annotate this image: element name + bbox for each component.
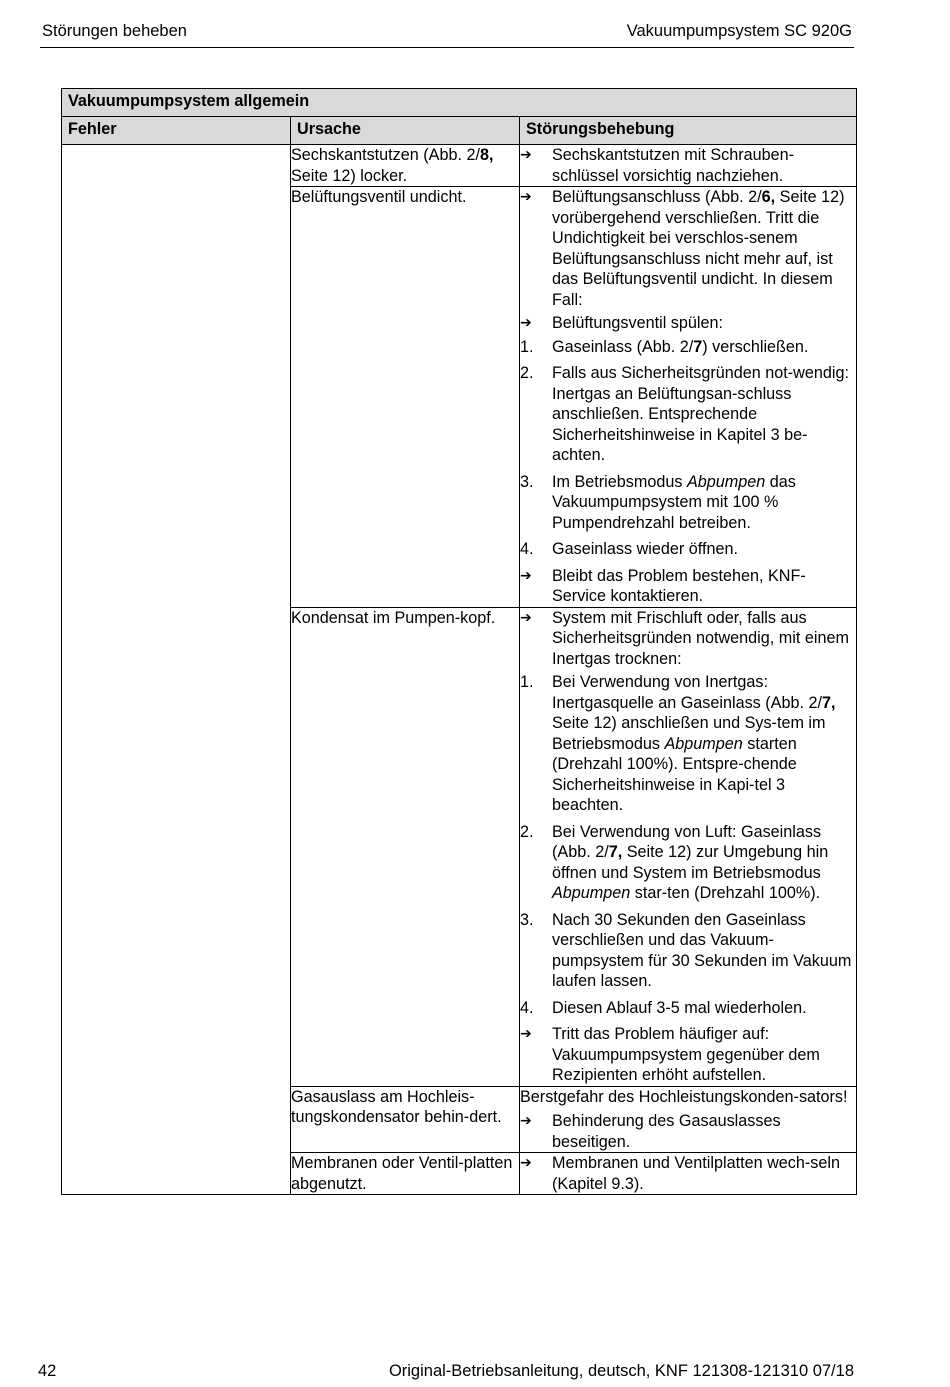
step-number: 2. — [520, 822, 534, 841]
step-text: Belüftungsventil spülen: — [552, 314, 723, 332]
step-text: Im Betriebsmodus Abpumpen das Vakuumpumpsystem mit 100 % Pumpendrehzahl betreiben. — [552, 472, 796, 532]
step-text: Behinderung des Gasauslasses beseitigen. — [552, 1112, 781, 1151]
remedy-step — [520, 998, 856, 1019]
header-product-name: Vakuumpumpsystem SC 920G — [626, 22, 852, 40]
remedy-step — [520, 566, 856, 607]
remedy-cell — [520, 1086, 857, 1153]
column-header-ursache: Ursache — [291, 116, 520, 145]
remedy-step — [520, 337, 856, 358]
remedy-step — [520, 1153, 856, 1194]
remedy-step — [520, 145, 856, 186]
troubleshooting-table — [61, 88, 857, 1195]
arrow-right-icon: ➔ — [520, 609, 532, 626]
remedy-step — [520, 363, 856, 466]
remedy-step — [520, 472, 856, 534]
arrow-right-icon: ➔ — [520, 1113, 532, 1129]
table-row — [62, 145, 857, 187]
column-header-behebung: Störungsbehebung — [520, 116, 857, 145]
step-text: System mit Frischluft oder, falls aus Sicherheitsgründen notwendig, mit einem Inertgas trocknen: — [552, 608, 849, 668]
step-text: Nach 30 Sekunden den Gaseinlass verschließen und das Vakuum-pumpsystem für 30 Sekunden im Vakuum laufen lassen. — [552, 910, 852, 990]
remedy-cell — [520, 607, 857, 1086]
step-text: Membranen und Ventilplatten wech-seln (Kapitel 9.3). — [552, 1154, 840, 1193]
arrow-right-icon: ➔ — [520, 315, 532, 331]
step-text: Falls aus Sicherheitsgründen not-wendig: Inertgas an Belüftungsan-schluss anschließen. Entsprechende Sicherheitshinweise in Kapitel 3 be-achten. — [552, 364, 849, 464]
arrow-right-icon: ➔ — [520, 147, 532, 163]
cause-cell: Kondensat im Pumpen-kopf. — [291, 607, 520, 1086]
step-text: Gaseinlass wieder öffnen. — [552, 540, 738, 558]
cause-cell: Belüftungsventil undicht. — [291, 187, 520, 608]
footer-document-info: Original-Betriebsanleitung, deutsch, KNF 121308-121310 07/18 — [388, 1362, 854, 1380]
column-header-fehler: Fehler — [62, 116, 291, 145]
remedy-step — [520, 313, 856, 334]
remedy-cell — [520, 1153, 857, 1195]
step-number: 2. — [520, 364, 534, 382]
page-number: 42 — [38, 1362, 57, 1380]
remedy-step — [520, 1111, 856, 1152]
step-text: Belüftungsanschluss (Abb. 2/6, Seite 12) vorübergehend verschließen. Tritt die Undichtigkeit bei verschlos-senem Belüftungsanschluss nicht mehr auf, ist das Belüftungsventil undicht. In diesem Fall: — [552, 188, 845, 309]
cause-cell: Gasauslass am Hochleis-tungskondensator behin-dert. — [291, 1086, 520, 1153]
fehler-cell — [62, 145, 291, 1195]
remedy-cell — [520, 187, 857, 608]
remedy-step — [520, 1024, 856, 1086]
arrow-right-icon: ➔ — [520, 1026, 532, 1042]
remedy-cell — [520, 145, 857, 187]
step-text: Tritt das Problem häufiger auf: Vakuumpumpsystem gegenüber dem Rezipienten erhöht aufstellen. — [552, 1025, 820, 1084]
step-text: Diesen Ablauf 3-5 mal wiederholen. — [552, 998, 807, 1017]
cause-cell: Membranen oder Ventil-platten abgenutzt. — [291, 1153, 520, 1195]
step-number: 4. — [520, 540, 534, 558]
table-title: Vakuumpumpsystem allgemein — [62, 89, 857, 117]
cause-cell: Sechskantstutzen (Abb. 2/8, Seite 12) locker. — [291, 145, 520, 187]
remedy-warning-text: Berstgefahr des Hochleistungskonden-sators! — [520, 1087, 848, 1106]
remedy-step — [520, 672, 856, 816]
step-text: Bei Verwendung von Inertgas: Inertgasquelle an Gaseinlass (Abb. 2/7, Seite 12) anschließen und Sys-tem im Betriebsmodus Abpumpen starten (Drehzahl 100%). Entspre-chende Sicherheitshinweise in Kapi-tel 3 beachten. — [552, 673, 836, 814]
step-number: 4. — [520, 998, 534, 1017]
step-number: 1. — [520, 673, 534, 691]
remedy-step — [520, 539, 856, 560]
arrow-right-icon: ➔ — [520, 1155, 532, 1171]
remedy-step — [520, 608, 856, 670]
table-body — [62, 145, 857, 1195]
arrow-right-icon: ➔ — [520, 189, 532, 205]
step-text: Bei Verwendung von Luft: Gaseinlass (Abb. 2/7, Seite 12) zur Umgebung hin öffnen und System im Betriebsmodus Abpumpen star-ten (Drehzahl 100%). — [552, 822, 829, 902]
header-divider — [40, 47, 854, 48]
header-section-title: Störungen beheben — [42, 22, 187, 40]
step-text: Sechskantstutzen mit Schrauben-schlüssel vorsichtig nachziehen. — [552, 146, 795, 185]
remedy-step — [520, 910, 856, 992]
step-number: 3. — [520, 910, 534, 929]
remedy-step — [520, 822, 856, 904]
step-text: Bleibt das Problem bestehen, KNF-Service kontaktieren. — [552, 566, 806, 605]
step-number: 3. — [520, 472, 534, 491]
step-text: Gaseinlass (Abb. 2/7) verschließen. — [552, 337, 809, 356]
arrow-right-icon: ➔ — [520, 567, 532, 584]
step-number: 1. — [520, 337, 534, 356]
remedy-step — [520, 187, 856, 310]
